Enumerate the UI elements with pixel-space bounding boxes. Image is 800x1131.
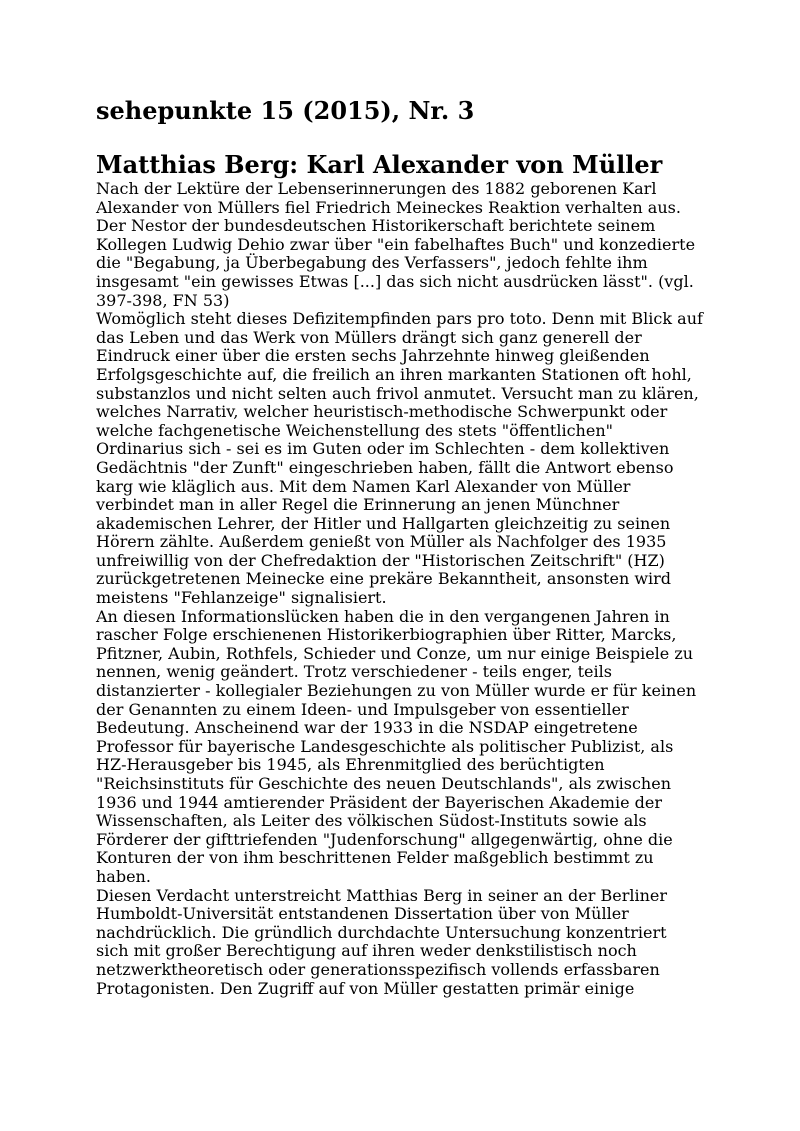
journal-title: sehepunkte 15 (2015), Nr. 3 [96,96,475,125]
article-title: Matthias Berg: Karl Alexander von Müller [96,150,663,179]
paragraph-1: Nach der Lektüre der Lebenserinnerungen des 1882 geborenen Karl Alexander von Müllers fiel Friedrich Meineckes Reaktion verhalten aus. Der Nestor der bundesdeutschen Historikerschaft berichtete seinem Kollegen Ludwig Dehio zwar über "ein fabelhaftes Buch" und konzedierte die "Begabung, ja Überbegabung des Verfassers", jedoch fehlte ihm insgesamt "ein gewisses Etwas [...] das sich nicht ausdrücken lässt". (vgl. 397-398, FN 53) [96,179,696,310]
paragraph-4: Diesen Verdacht unterstreicht Matthias Berg in seiner an der Berliner Humboldt-Universität entstandenen Dissertation über von Müller nachdrücklich. Die gründlich durchdachte Untersuchung konzentriert sich mit großer Berechtigung auf ihren weder denkstilistisch noch netzwerktheoretisch oder generationsspezifisch vollends erfassbaren Protagonisten. Den Zugriff auf von Müller gestatten primär einige [96,885,668,998]
article-body [96,180,704,998]
paragraph-2: Womöglich steht dieses Defizitempfinden pars pro toto. Denn mit Blick auf das Leben und das Werk von Müllers drängt sich ganz generell der Eindruck einer über die ersten sechs Jahrzehnte hinweg gleißenden Erfolgsgeschichte auf, die freilich an ihren markanten Stationen oft hohl, substanzlos und nicht selten auch frivol anmutet. Versucht man zu klären, welches Narrativ, welcher heuristisch-methodische Schwerpunkt oder welche fachgenetische Weichenstellung des stets "öffentlichen" Ordinarius sich - sei es im Guten oder im Schlechten - dem kollektiven Gedächtnis "der Zunft" eingeschrieben haben, fällt die Antwort ebenso karg wie kläglich aus. Mit dem Namen Karl Alexander von Müller verbindet man in aller Regel die Erinnerung an jenen Münchner akademischen Lehrer, der Hitler und Hallgarten gleichzeitig zu seinen Hörern zählte. Außerdem genießt von Müller als Nachfolger des 1935 unfreiwillig von der Chefredaktion der "Historischen Zeitschrift" (HZ) zurückgetretenen Meinecke eine prekäre Bekanntheit, ansonsten wird meistens "Fehlanzeige" signalisiert. [96,309,703,608]
paragraph-3: An diesen Informationslücken haben die in den vergangenen Jahren in rascher Folge erschienenen Historikerbiographien über Ritter, Marcks, Pfitzner, Aubin, Rothfels, Schieder und Conze, um nur einige Beispiele zu nennen, wenig geändert. Trotz verschiedener - teils enger, teils distanzierter - kollegialer Beziehungen zu von Müller wurde er für keinen der Genannten zu einem Ideen- und Impulsgeber von essentieller Bedeutung. Anscheinend war der 1933 in die NSDAP eingetretene Professor für bayerische Landesgeschichte als politischer Publizist, als HZ-Herausgeber bis 1945, als Ehrenmitglied des berüchtigten "Reichsinstituts für Geschichte des neuen Deutschlands", als zwischen 1936 und 1944 amtierender Präsident der Bayerischen Akademie der Wissenschaften, als Leiter des völkischen Südost-Instituts sowie als Förderer der gifttriefenden "Judenforschung" allgegenwärtig, ohne die Konturen der von ihm beschrittenen Felder maßgeblich bestimmt zu haben. [96,606,697,886]
document-page [96,96,704,998]
